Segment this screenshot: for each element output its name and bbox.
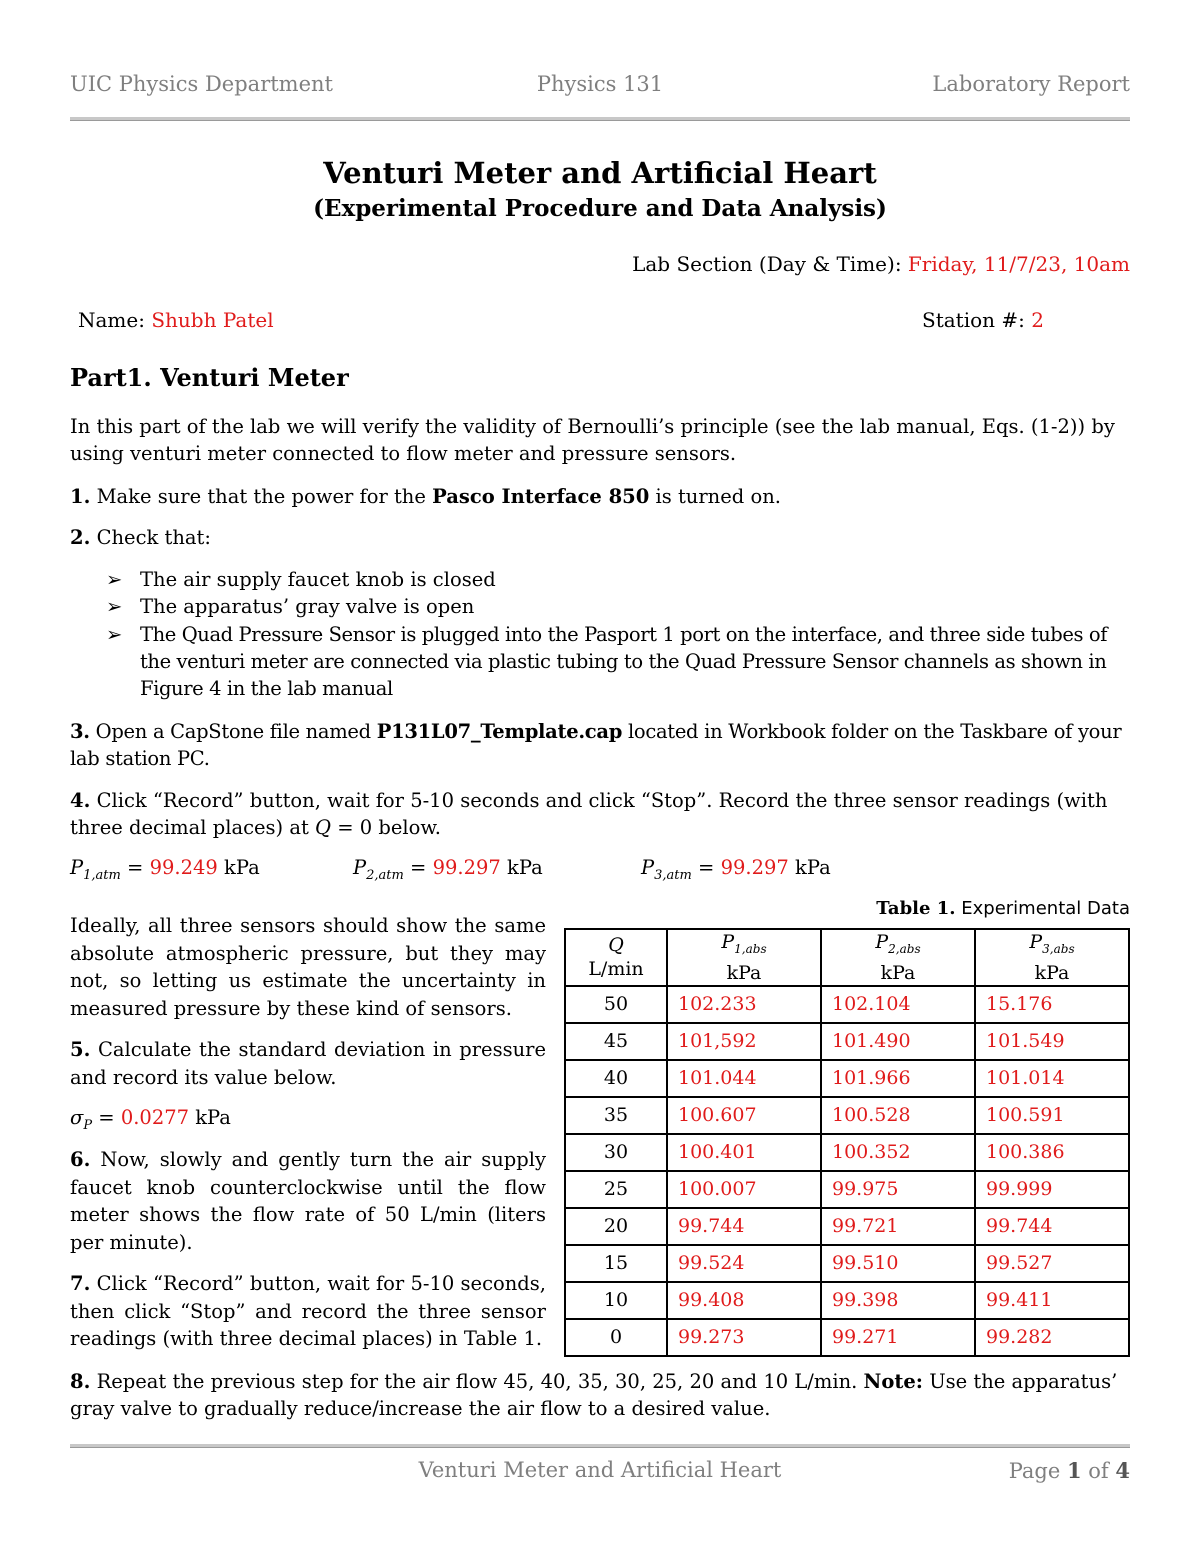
table-row [565,1097,1129,1134]
p1-atm-unit: kPa [217,856,260,879]
step-6 [70,1146,546,1256]
part1-heading: Part1. Venturi Meter [70,363,349,392]
p2-cell: 101.490 [821,1023,975,1060]
header-unit: L/min [588,958,644,981]
flow-cell: 10 [565,1282,667,1319]
p1-cell: 99.408 [667,1282,821,1319]
lab-section-value: Friday, 11/7/23, 10am [907,252,1130,276]
header-p3 [975,929,1129,986]
step-2 [70,524,1130,551]
step-8-number: 8. [70,1370,91,1393]
p3-atm-subscript: 3,atm [654,867,692,883]
step-8-text: Repeat the previous step for the air flow 45, 40, 35, 30, 25, 20 and 10 L/min. [96,1370,864,1393]
p3-atm-unit: kPa [788,856,831,879]
p2-atm-subscript: 2,atm [366,867,404,883]
p2-atm-value: 99.297 [432,856,501,879]
p2-atm-unit: kPa [500,856,543,879]
flow-cell: 30 [565,1134,667,1171]
document-subtitle: (Experimental Procedure and Data Analysis) [313,195,887,222]
step-8-note-text: Use the apparatus’ gray valve to gradually reduce/increase the air flow to a desired value. [70,1370,1118,1420]
p2-atm-reading [353,856,543,883]
of-word: of [1081,1459,1116,1483]
flow-cell: 15 [565,1245,667,1282]
checklist-item [106,621,1130,702]
p2-cell: 99.271 [821,1319,975,1356]
name-value: Shubh Patel [151,308,274,332]
table-header-row [565,929,1129,986]
header-p2 [821,929,975,986]
p1-atm-equals: = [120,856,150,879]
sigma-equals: = [92,1106,121,1129]
step-4-number: 4. [70,789,91,812]
p3-atm-reading [641,856,831,883]
lab-section [632,252,1130,276]
p3-cell: 99.999 [975,1171,1129,1208]
header-subscript: 2,abs [888,941,921,956]
step-4-text: Click “Record” button, wait for 5-10 seconds and click “Stop”. Record the three sensor readings (with three decimal places) at [70,789,1108,839]
step-8-note-label: Note: [863,1370,923,1393]
flow-cell: 20 [565,1208,667,1245]
experimental-data-table [564,928,1130,1357]
step-6-text: Now, slowly and gently turn the air supply faucet knob counterclockwise until the flow meter shows the flow rate of 50 L/min (liters per minute). [70,1148,546,1254]
step-3 [70,718,1130,772]
header-unit: kPa [726,961,762,984]
flow-cell: 50 [565,986,667,1023]
flow-cell: 35 [565,1097,667,1134]
flow-cell: 0 [565,1319,667,1356]
checklist-text: The air supply faucet knob is closed [140,568,496,591]
step-3-filename: P131L07_Template.cap [376,720,623,743]
sigma-value: 0.0277 [120,1106,190,1129]
step-3-post: located in Workbook folder on the Taskbare of your lab station PC. [70,720,1122,770]
table-row [565,1319,1129,1356]
station-value: 2 [1031,308,1044,332]
p2-cell: 99.398 [821,1282,975,1319]
p2-cell: 102.104 [821,986,975,1023]
step-3-text: Open a CapStone file named [95,720,377,743]
header-divider [70,117,1130,121]
p3-cell: 99.282 [975,1319,1129,1356]
step-1-post: is turned on. [649,485,781,508]
p3-cell: 15.176 [975,986,1129,1023]
sigma-unit: kPa [189,1106,231,1129]
step-8 [70,1368,1130,1422]
step-5 [70,1036,546,1091]
lab-section-label: Lab Section (Day & Time): [632,252,902,276]
table-row [565,986,1129,1023]
station-number [922,308,1044,332]
p1-atm-reading [70,856,260,883]
p2-cell: 100.528 [821,1097,975,1134]
part1-intro: In this part of the lab we will verify the validity of Bernoulli’s principle (see the lab manual, Eqs. (1-2)) by using venturi meter connected to flow meter and pressure sensors. [70,415,1115,465]
checklist-text: The Quad Pressure Sensor is plugged into the Pasport 1 port on the interface, and three side tubes of the venturi meter are connected via plastic tubing to the Quad Pressure Sensor channels as shown in Figure 4 in the lab manual [140,623,1108,700]
table-row [565,1208,1129,1245]
step-3-number: 3. [70,720,90,743]
header-unit: kPa [1034,961,1070,984]
header-left: UIC Physics Department [70,72,333,96]
p3-cell: 100.386 [975,1134,1129,1171]
table-row [565,1134,1129,1171]
p1-cell: 101,592 [667,1023,821,1060]
step-2-text: Check that: [96,526,211,549]
table-row [565,1282,1129,1319]
p2-cell: 99.510 [821,1245,975,1282]
p1-cell: 99.744 [667,1208,821,1245]
header-p1 [667,929,821,986]
station-label: Station #: [922,308,1025,332]
p3-atm-equals: = [691,856,721,879]
table-row [565,1060,1129,1097]
sigma-symbol: σ [70,1106,84,1129]
arrow-bullet-icon: ➢ [106,623,123,646]
student-name [78,308,274,332]
p1-cell: 99.524 [667,1245,821,1282]
step-4-post: = 0 below. [331,816,441,839]
p1-cell: 100.007 [667,1171,821,1208]
p1-cell: 100.401 [667,1134,821,1171]
step-1 [70,483,1130,510]
table-row [565,1171,1129,1208]
flow-cell: 45 [565,1023,667,1060]
flow-cell: 25 [565,1171,667,1208]
step-4 [70,787,1130,841]
p3-cell: 99.411 [975,1282,1129,1319]
p1-cell: 100.607 [667,1097,821,1134]
p3-cell: 101.014 [975,1060,1129,1097]
page-word: Page [1008,1459,1067,1483]
checklist-text: The apparatus’ gray valve is open [140,595,475,618]
table-row [565,1023,1129,1060]
p1-cell: 101.044 [667,1060,821,1097]
header-symbol: P [721,931,735,953]
page-total: 4 [1115,1458,1130,1483]
p1-atm-value: 99.249 [149,856,218,879]
p3-cell: 99.527 [975,1245,1129,1282]
header-center: Physics 131 [536,72,664,96]
document-title: Venturi Meter and Artificial Heart [323,156,877,190]
arrow-bullet-icon: ➢ [106,568,123,591]
page-indicator [1009,1458,1130,1483]
step-7-text: Click “Record” button, wait for 5-10 seconds, then click “Stop” and record the three sensor readings (with three decimal places) in Table 1. [70,1272,546,1350]
ideally-paragraph: Ideally, all three sensors should show the same absolute atmospheric pressure, but they may not, so letting us estimate the uncertainty in measured pressure by these kind of sensors. [70,914,546,1020]
table-row [565,1245,1129,1282]
table-caption-text: Experimental Data [955,898,1130,919]
p1-cell: 99.273 [667,1319,821,1356]
flow-cell: 40 [565,1060,667,1097]
header-subscript: 3,abs [1042,941,1075,956]
step-5-number: 5. [70,1038,91,1061]
footer-divider [70,1444,1130,1448]
p3-cell: 99.744 [975,1208,1129,1245]
step-4-var: Q [315,816,332,839]
step-1-number: 1. [70,485,91,508]
header-symbol: P [875,931,889,953]
p2-atm-equals: = [403,856,433,879]
header-unit: kPa [880,961,916,984]
p2-atm-symbol: P [353,856,367,879]
arrow-bullet-icon: ➢ [106,595,123,618]
header-symbol: P [1029,931,1043,953]
footer-center: Venturi Meter and Artificial Heart [418,1458,782,1482]
p3-atm-value: 99.297 [720,856,789,879]
p2-cell: 99.721 [821,1208,975,1245]
p3-cell: 100.591 [975,1097,1129,1134]
p1-atm-symbol: P [70,856,84,879]
table-caption-number: Table 1. [876,898,956,919]
p3-cell: 101.549 [975,1023,1129,1060]
step-5-text: Calculate the standard deviation in pressure and record its value below. [70,1038,547,1089]
table-caption [876,898,1130,919]
step-1-text: Make sure that the power for the [96,485,433,508]
header-flow-rate [565,929,667,986]
sigma-reading [70,1106,231,1133]
p3-atm-symbol: P [641,856,655,879]
step-2-number: 2. [70,526,91,549]
checklist-item [106,593,1130,620]
p2-cell: 99.975 [821,1171,975,1208]
step-1-bold: Pasco Interface 850 [432,485,650,508]
header-symbol: Q [608,934,624,957]
header-right: Laboratory Report [932,72,1130,96]
sigma-subscript: P [83,1117,93,1133]
p1-atm-subscript: 1,atm [83,867,121,883]
checklist-item [106,566,1130,593]
name-label: Name: [78,308,145,332]
header-subscript: 1,abs [734,941,767,956]
step-6-number: 6. [70,1148,91,1171]
page-number: 1 [1066,1458,1082,1483]
p2-cell: 101.966 [821,1060,975,1097]
step-7 [70,1270,546,1353]
step-7-number: 7. [70,1272,91,1295]
p2-cell: 100.352 [821,1134,975,1171]
p1-cell: 102.233 [667,986,821,1023]
